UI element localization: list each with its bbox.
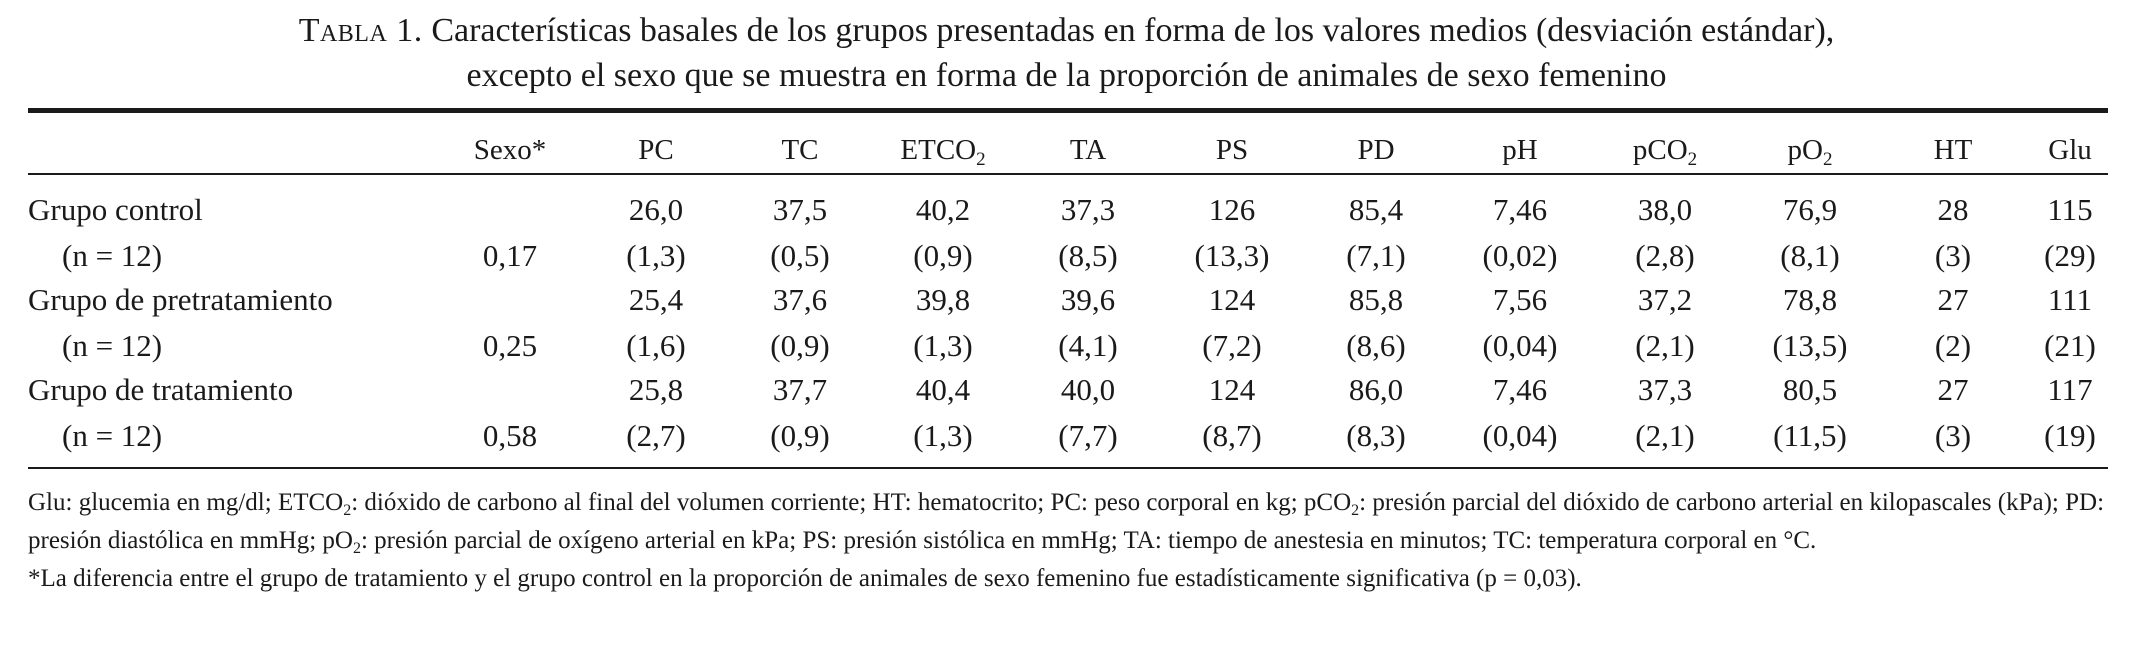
- cell-sd-pco2: (2,8): [1635, 238, 1695, 273]
- cell-mean-po2: 76,9: [1782, 192, 1838, 227]
- column-header-tc: TC: [781, 134, 819, 166]
- row-n-label: (n = 12): [62, 328, 163, 363]
- cell-mean-ta: 40,0: [1060, 372, 1116, 407]
- cell-sd-ps: (8,7): [1202, 418, 1262, 453]
- cell-mean-pc: 26,0: [628, 192, 684, 227]
- table-notes: [28, 484, 2118, 598]
- footnote: *La diferencia entre el grupo de tratamiento y el grupo control en la proporción de animales de sexo femenino fue estadísticamente significativa (p = 0,03).: [28, 565, 1582, 592]
- cell-sd-pc: (2,7): [626, 418, 686, 453]
- column-header-etco2: $ETCO_2$: [900, 134, 986, 170]
- table-caption: [0, 8, 2133, 98]
- cell-mean-ht: 27: [1937, 372, 1969, 407]
- cell-mean-tc: 37,7: [772, 372, 828, 407]
- cell-sd-ta: (7,7): [1058, 418, 1118, 453]
- column-header-ta: TA: [1069, 134, 1107, 166]
- cell-mean-po2: 80,5: [1782, 372, 1838, 407]
- cell-sd-ps: (7,2): [1202, 328, 1262, 363]
- cell-sd-pc: (1,6): [626, 328, 686, 363]
- cell-mean-ps: 126: [1208, 192, 1256, 227]
- cell-mean-tc: 37,5: [772, 192, 828, 227]
- cell-sd-pd: (7,1): [1346, 238, 1406, 273]
- cell-sd-pd: (8,6): [1346, 328, 1406, 363]
- cell-sd-ta: (4,1): [1058, 328, 1118, 363]
- cell-sd-etco2: (1,3): [913, 328, 973, 363]
- cell-mean-pco2: 37,2: [1637, 282, 1693, 317]
- cell-sd-pco2: (2,1): [1635, 418, 1695, 453]
- caption-line-1: [0, 8, 2133, 53]
- cell-mean-ps: 124: [1208, 282, 1256, 317]
- cell-sexo: 0,25: [482, 328, 538, 363]
- caption-text-1: Características basales de los grupos presentadas en forma de los valores medios (desviación estándar),: [431, 12, 1835, 49]
- abbreviations-note: Glu: glucemia en mg/dl; $ETCO_2$: dióxido de carbono al final del volumen corriente; HT: hematocrito; PC: peso corporal en kg; pCO$_2$: presión parcial del dióxido de carbono arterial en kilopascales (kPa); PD: presión diastólica en mmHg; $pO_2$: presión parcial de oxígeno arterial en kPa; PS: presión sistólica en mmHg; TA: tiempo de anestesia en minutos; TC: temperatura corporal en °C.: [28, 489, 2105, 557]
- column-header-pco2: pCO$_2$: [1632, 134, 1698, 170]
- cell-mean-ph: 7,46: [1492, 372, 1548, 407]
- cell-mean-pc: 25,8: [628, 372, 684, 407]
- cell-mean-ph: 7,56: [1492, 282, 1548, 317]
- cell-sd-ph: (0,04): [1482, 328, 1558, 363]
- cell-mean-pd: 85,4: [1348, 192, 1404, 227]
- cell-mean-etco2: 39,8: [915, 282, 971, 317]
- cell-sd-ht: (2): [1934, 328, 1972, 363]
- column-header-ph: pH: [1502, 134, 1538, 166]
- cell-sd-glu: (29): [2044, 238, 2096, 273]
- cell-mean-pd: 86,0: [1348, 372, 1404, 407]
- header-rule: [28, 173, 2108, 175]
- cell-mean-ps: 124: [1208, 372, 1256, 407]
- bottom-rule: [28, 467, 2108, 469]
- cell-mean-ta: 39,6: [1060, 282, 1116, 317]
- cell-mean-ph: 7,46: [1492, 192, 1548, 227]
- caption-line-2: excepto el sexo que se muestra en forma de la proporción de animales de sexo femenino: [466, 57, 1667, 94]
- cell-mean-etco2: 40,4: [915, 372, 971, 407]
- row-group-label: Grupo control: [28, 192, 203, 227]
- cell-sd-ph: (0,04): [1482, 418, 1558, 453]
- row-n-label: (n = 12): [62, 418, 163, 453]
- column-header-sexo: Sexo*: [473, 134, 547, 166]
- cell-sd-po2: (11,5): [1773, 418, 1847, 453]
- cell-sd-tc: (0,5): [770, 238, 830, 273]
- cell-mean-po2: 78,8: [1782, 282, 1838, 317]
- row-n-label: (n = 12): [62, 238, 163, 273]
- column-header-ps: PS: [1215, 134, 1249, 166]
- cell-sd-po2: (8,1): [1780, 238, 1840, 273]
- cell-sd-pc: (1,3): [626, 238, 686, 273]
- cell-sexo: 0,58: [482, 418, 538, 453]
- column-header-glu: Glu: [2048, 134, 2092, 166]
- cell-mean-ht: 27: [1937, 282, 1969, 317]
- cell-sexo: 0,17: [482, 238, 538, 273]
- cell-sd-ht: (3): [1934, 418, 1972, 453]
- cell-mean-glu: 115: [2047, 192, 2093, 227]
- cell-sd-ht: (3): [1934, 238, 1972, 273]
- cell-mean-etco2: 40,2: [915, 192, 971, 227]
- cell-mean-pc: 25,4: [628, 282, 684, 317]
- column-header-pc: PC: [638, 134, 674, 166]
- cell-mean-tc: 37,6: [772, 282, 828, 317]
- cell-sd-tc: (0,9): [770, 418, 830, 453]
- cell-sd-glu: (21): [2044, 328, 2096, 363]
- cell-mean-ta: 37,3: [1060, 192, 1116, 227]
- column-header-ht: HT: [1933, 134, 1973, 166]
- cell-mean-glu: 111: [2047, 282, 2093, 317]
- cell-sd-ta: (8,5): [1058, 238, 1118, 273]
- row-group-label: Grupo de tratamiento: [28, 372, 294, 407]
- cell-sd-etco2: (1,3): [913, 418, 973, 453]
- cell-mean-pco2: 37,3: [1637, 372, 1693, 407]
- cell-sd-po2: (13,5): [1772, 328, 1848, 363]
- cell-mean-pd: 85,8: [1348, 282, 1404, 317]
- top-rule: [28, 108, 2108, 113]
- cell-sd-pco2: (2,1): [1635, 328, 1695, 363]
- column-header-po2: $pO_2$: [1787, 134, 1833, 170]
- cell-sd-ph: (0,02): [1482, 238, 1558, 273]
- cell-sd-tc: (0,9): [770, 328, 830, 363]
- column-header-pd: PD: [1357, 134, 1395, 166]
- cell-sd-ps: (13,3): [1194, 238, 1270, 273]
- cell-sd-etco2: (0,9): [913, 238, 973, 273]
- caption-label: Tabla 1.: [298, 12, 423, 49]
- cell-sd-glu: (19): [2044, 418, 2096, 453]
- cell-mean-ht: 28: [1937, 192, 1969, 227]
- row-group-label: Grupo de pretratamiento: [28, 282, 333, 317]
- cell-mean-glu: 117: [2047, 372, 2093, 407]
- cell-sd-pd: (8,3): [1346, 418, 1406, 453]
- cell-mean-pco2: 38,0: [1637, 192, 1693, 227]
